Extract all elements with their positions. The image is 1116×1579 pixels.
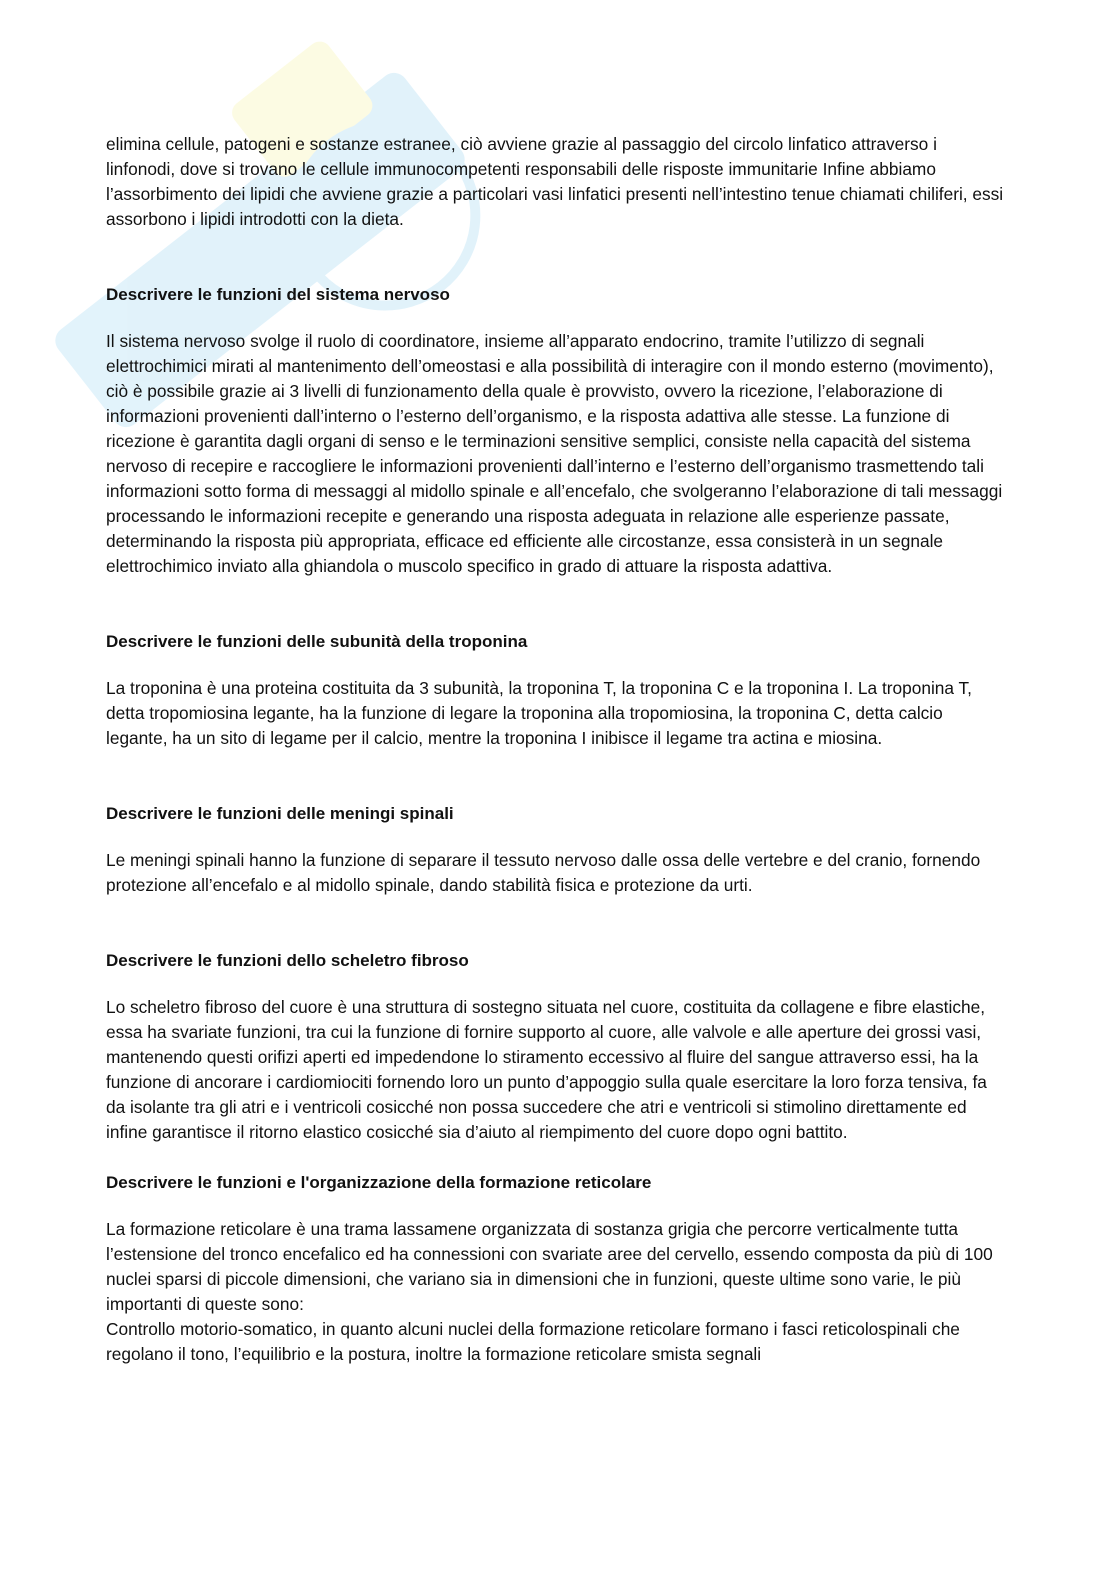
section-paragraph: La formazione reticolare è una trama lassamene organizzata di sostanza grigia che percorre verticalmente tutta l’estensione del tronco encefalico ed ha connessioni con svariate aree del cervello, essendo composta da più di 100 nuclei sparsi di piccole dimensioni, che variano sia in dimensioni che in funzioni, queste ultime sono varie, le più importanti di queste sono: — [106, 1219, 993, 1314]
section-paragraph: Lo scheletro fibroso del cuore è una struttura di sostegno situata nel cuore, costituita da collagene e fibre elastiche, essa ha svariate funzioni, tra cui la funzione di fornire supporto al cuore, alle valvole e alle aperture dei grossi vasi, mantenendo questi orifizi aperti ed impedendone lo stiramento eccessivo al fluire del sangue attraverso essi, ha la funzione di ancorare i cardiomiociti fornendo loro un punto d’appoggio sulla quale esercitare la loro forza tensiva, fa da isolante tra gli atri e i ventricoli cosicché non possa succedere che atri e ventricoli si stimolino direttamente ed infine garantisce il ritorno elastico cosicché sia d’aiuto al riempimento del cuore dopo ogni battito. — [106, 997, 987, 1142]
section-heading: Descrivere le funzioni del sistema nervoso — [106, 285, 450, 304]
section-sistema-nervoso — [106, 282, 1006, 579]
section-heading: Descrivere le funzioni delle meningi spinali — [106, 804, 454, 823]
section-scheletro-fibroso — [106, 948, 1006, 1145]
section-meningi-spinali — [106, 801, 1006, 898]
section-formazione-reticolare — [106, 1170, 1006, 1367]
section-heading: Descrivere le funzioni delle subunità della troponina — [106, 632, 528, 651]
section-paragraph: La troponina è una proteina costituita da 3 subunità, la troponina T, la troponina C e la troponina I. La troponina T, detta tropomiosina legante, ha la funzione di legare la troponina alla tropomiosina, la troponina C, detta calcio legante, ha un sito di legame per il calcio, mentre la troponina I inibisce il legame tra actina e miosina. — [106, 678, 972, 748]
intro-paragraph: elimina cellule, patogeni e sostanze estranee, ciò avviene grazie al passaggio del circolo linfatico attraverso i linfonodi, dove si trovano le cellule immunocompetenti responsabili delle risposte immunitarie Infine abbiamo l’assorbimento dei lipidi che avviene grazie a particolari vasi linfatici presenti nell’intestino tenue chiamati chiliferi, essi assorbono i lipidi introdotti con la dieta. — [106, 134, 1004, 229]
section-paragraph: Il sistema nervoso svolge il ruolo di coordinatore, insieme all’apparato endocrino, tramite l’utilizzo di segnali elettrochimici mirati al mantenimento dell’omeostasi e alla possibilità di interagire con il mondo esterno (movimento), ciò è possibile grazie ai 3 livelli di funzionamento della quale è provvisto, ovvero la ricezione, l’elaborazione di informazioni provenienti dall’interno o l’esterno dell’organismo, e la risposta adattiva alle stesse. La funzione di ricezione è garantita dagli organi di senso e le terminazioni sensitive semplici, consiste nella capacità del sistema nervoso di recepire e raccogliere le informazioni provenienti dall’interno e l’esterno dell’organismo trasmettendo tali informazioni sotto forma di messaggi al midollo spinale e all’encefalo, che svolgeranno l’elaborazione di tali messaggi processando le informazioni recepite e generando una risposta adeguata in relazione alle esperienze passate, determinando la risposta più appropriata, efficace ed efficiente alle circostanze, essa consisterà in un segnale elettrochimico inviato alla ghiandola o muscolo specifico in grado di attuare la risposta adattiva. — [106, 331, 1003, 576]
section-heading: Descrivere le funzioni e l'organizzazione della formazione reticolare — [106, 1173, 652, 1192]
section-troponina — [106, 629, 1006, 751]
document-page — [106, 132, 1006, 1367]
section-paragraph: Controllo motorio-somatico, in quanto alcuni nuclei della formazione reticolare formano i fasci reticolospinali che regolano il tono, l’equilibrio e la postura, inoltre la formazione reticolare smista segnali — [106, 1319, 960, 1364]
section-heading: Descrivere le funzioni dello scheletro fibroso — [106, 951, 469, 970]
section-paragraph: Le meningi spinali hanno la funzione di separare il tessuto nervoso dalle ossa delle vertebre e del cranio, fornendo protezione all’encefalo e al midollo spinale, dando stabilità fisica e protezione da urti. — [106, 850, 981, 895]
